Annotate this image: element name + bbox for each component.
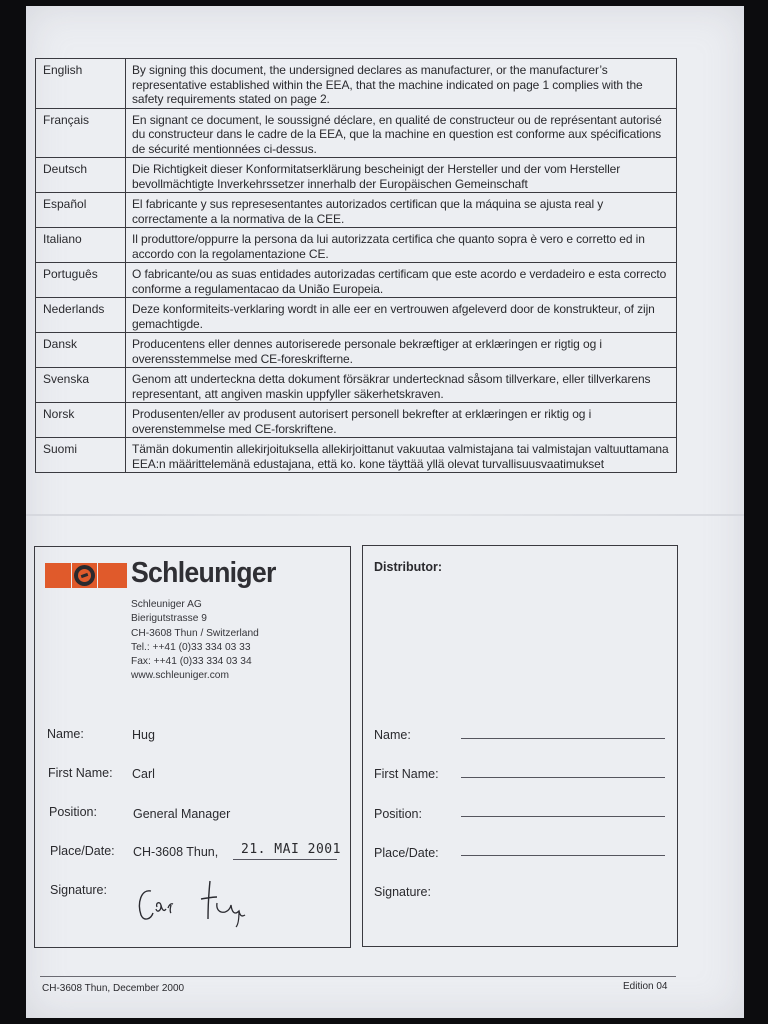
language-cell: Português <box>36 263 126 298</box>
declaration-text-cell: En signant ce document, le soussigné déclare, en qualité de constructeur ou de représentant autorisé du constructeur dans le cadre de la EEA, que la machine en question est conforme aux spécifications de sécurité mentionnées ci-dessus. <box>126 108 677 158</box>
declaration-text-cell: Producentens eller dennes autoriserede personale bekræftiger at erklæringen er rigtig og i overensstemmelse med CE-foreskrifterne. <box>126 333 677 368</box>
first-name-value: Carl <box>132 767 155 781</box>
dist-name-label: Name: <box>374 728 411 742</box>
address-line: Tel.: ++41 (0)33 334 03 33 <box>131 641 251 653</box>
declaration-row <box>36 438 677 473</box>
date-underline <box>233 859 337 860</box>
declaration-row <box>36 263 677 298</box>
footer-edition: Edition 04 <box>623 981 668 992</box>
page-fold <box>26 514 744 516</box>
declaration-row <box>36 108 677 158</box>
first-name-label: First Name: <box>48 766 113 780</box>
address-line: Fax: ++41 (0)33 334 03 34 <box>131 656 252 668</box>
dist-position-line[interactable] <box>461 816 665 817</box>
logo-emblem-icon <box>72 563 97 588</box>
language-cell: Nederlands <box>36 298 126 333</box>
language-cell: Français <box>36 108 126 158</box>
declaration-row <box>36 193 677 228</box>
dist-signature-label: Signature: <box>374 885 431 899</box>
manufacturer-box <box>34 546 351 948</box>
declaration-row <box>36 368 677 403</box>
dist-name-line[interactable] <box>461 738 665 739</box>
language-cell: English <box>36 59 126 109</box>
company-logo-text: Schleuniger <box>131 557 276 589</box>
address-line: Bierigutstrasse 9 <box>131 613 207 625</box>
language-cell: Svenska <box>36 368 126 403</box>
declaration-text-cell: By signing this document, the undersigned declares as manufacturer, or the manufacturer’s representative established within the EEA, that the machine indicated on page 1 complies with the safety requirements stated on page 2. <box>126 59 677 109</box>
logo-bar-right <box>98 563 127 588</box>
address-line: Schleuniger AG <box>131 599 202 610</box>
signature-label: Signature: <box>50 883 107 897</box>
declaration-row <box>36 298 677 333</box>
name-label: Name: <box>47 727 84 741</box>
place-date-label: Place/Date: <box>50 844 115 858</box>
declaration-row <box>36 59 677 109</box>
declaration-text-cell: O fabricante/ou as suas entidades autorizadas certificam que este acordo e verdadeiro e esta correcto conforme a regulamentacao da União Europeia. <box>126 263 677 298</box>
declaration-text-cell: Deze konformiteits-verklaring wordt in alle eer en vertrouwen afgeleverd door de konstrukteur, of zijn gemachtigde. <box>126 298 677 333</box>
dist-place-date-label: Place/Date: <box>374 846 439 860</box>
declaration-row <box>36 228 677 263</box>
language-cell: Deutsch <box>36 158 126 193</box>
handwritten-signature <box>135 875 255 931</box>
distributor-box <box>362 545 678 947</box>
distributor-title: Distributor: <box>374 560 443 574</box>
place-value: CH-3608 Thun, <box>133 845 219 859</box>
date-stamp: 21. MAI 2001 <box>241 842 341 857</box>
dist-place-date-line[interactable] <box>461 855 665 856</box>
position-label: Position: <box>49 805 97 819</box>
declaration-text-cell: Produsenten/eller av produsent autorisert personell bekrefter at erklæringen er riktig og i overenstemmelse med CE-forskriftene. <box>126 403 677 438</box>
position-value: General Manager <box>133 807 231 821</box>
address-line: CH-3608 Thun / Switzerland <box>131 627 259 639</box>
declaration-text-cell: Genom att underteckna detta dokument försäkrar undertecknad såsom tillverkare, eller tillverkarens representant, att angiven maskin uppfyller säkerhetskraven. <box>126 368 677 403</box>
language-cell: Suomi <box>36 438 126 473</box>
declaration-row <box>36 333 677 368</box>
dist-position-label: Position: <box>374 807 422 821</box>
language-cell: Español <box>36 193 126 228</box>
declaration-table <box>35 58 677 473</box>
declaration-text-cell: Il produttore/oppurre la persona da lui autorizzata certifica che quanto sopra è vero e corretto ed in accordo con la regolamentazione CE. <box>126 228 677 263</box>
language-cell: Dansk <box>36 333 126 368</box>
footer-divider <box>40 976 676 977</box>
declaration-text-cell: El fabricante y sus represesentantes autorizados certifican que la máquina se ajusta real y correctamente a la normativa de la CEE. <box>126 193 677 228</box>
company-address <box>131 598 259 684</box>
language-cell: Norsk <box>36 403 126 438</box>
dist-first-name-label: First Name: <box>374 767 439 781</box>
declaration-row <box>36 158 677 193</box>
declaration-text-cell: Die Richtigkeit dieser Konformitatserklärung bescheinigt der Hersteller und der vom Hersteller bevollmächtigte Inverkehrssetzer innerhalb der Europäischen Gemeinschaft <box>126 158 677 193</box>
language-cell: Italiano <box>36 228 126 263</box>
logo-bar-left <box>45 563 71 588</box>
address-line: www.schleuniger.com <box>131 670 229 682</box>
dist-first-name-line[interactable] <box>461 777 665 778</box>
name-value: Hug <box>132 728 155 742</box>
footer-place-date: CH-3608 Thun, December 2000 <box>42 983 185 994</box>
declaration-text-cell: Tämän dokumentin allekirjoituksella allekirjoittanut vakuutaa valmistajana tai valmistajan valtuuttamana EEA:n määrittelemänä edustajana, että ko. kone täyttää yllä olevat turvallisuusvaatimukset <box>126 438 677 473</box>
declaration-row <box>36 403 677 438</box>
